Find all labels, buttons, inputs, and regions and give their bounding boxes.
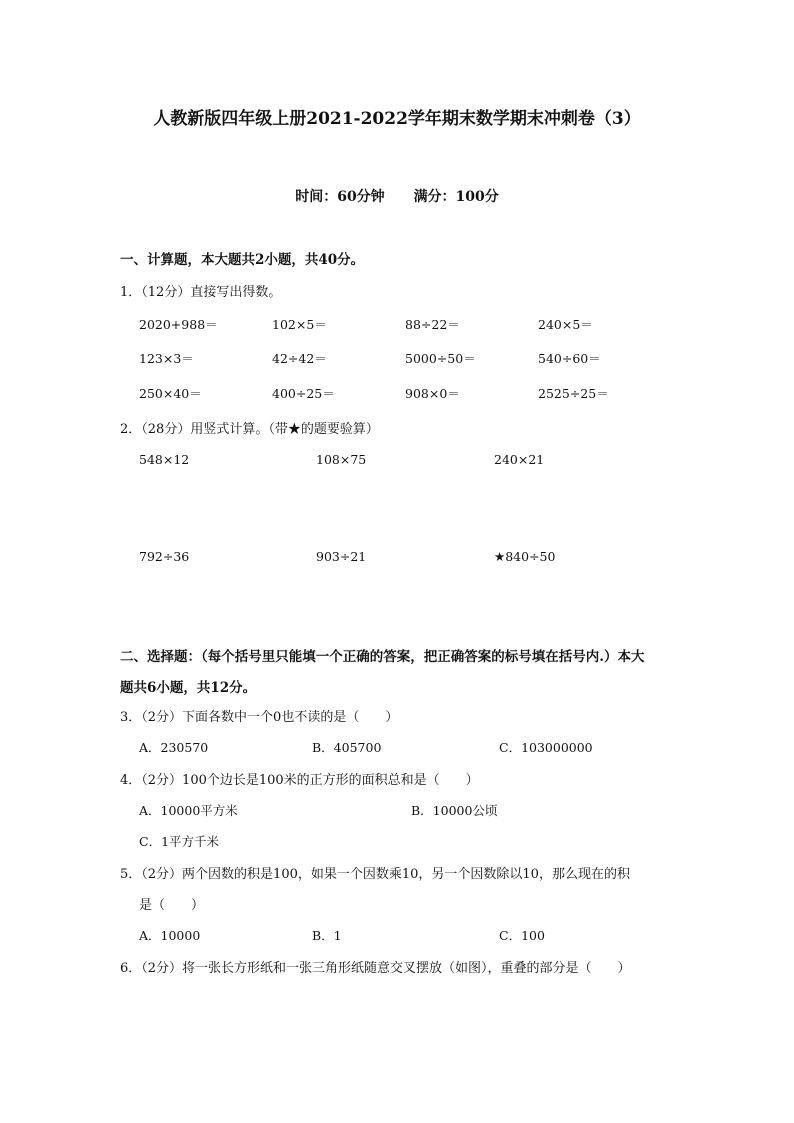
page-title: 人教新版四年级上册2021-2022学年期末数学期末冲刺卷（3） <box>153 109 641 129</box>
option-a: A．10000平方米 <box>139 803 238 818</box>
question-3-stem: 3．（2分）下面各数中一个0也不读的是（ ） <box>120 710 399 725</box>
calc-cell: 123×3＝ <box>139 351 194 366</box>
calc-cell: 540÷60＝ <box>538 351 601 366</box>
calc-cell: 2020+988＝ <box>139 317 218 332</box>
calc-cell: 2525÷25＝ <box>538 386 609 401</box>
section-1-heading: 一、计算题，本大题共2小题，共40分。 <box>120 252 365 268</box>
vertical-calc-item: 792÷36 <box>139 549 190 564</box>
option-b: B．1 <box>312 928 342 943</box>
calc-cell: 88÷22＝ <box>405 317 460 332</box>
option-b: B．10000公顷 <box>411 803 498 818</box>
calc-cell: 42÷42＝ <box>272 351 327 366</box>
question-4-stem: 4．（2分）100个边长是100米的正方形的面积总和是（ ） <box>120 773 479 788</box>
exam-meta <box>0 186 794 206</box>
vertical-calc-item: 548×12 <box>139 452 190 467</box>
section-2-heading-line2: 题共6小题，共12分。 <box>120 680 257 696</box>
calc-cell: 908×0＝ <box>405 386 460 401</box>
calc-cell: 102×5＝ <box>272 317 327 332</box>
question-1-stem: 1．（12分）直接写出得数。 <box>120 285 282 300</box>
exam-time: 时间：60分钟 <box>295 189 385 205</box>
exam-full-score: 满分：100分 <box>413 189 499 205</box>
vertical-calc-item: 240×21 <box>494 452 545 467</box>
vertical-calc-item: 108×75 <box>316 452 367 467</box>
calc-cell: 240×5＝ <box>538 317 593 332</box>
vertical-calc-item: 903÷21 <box>316 549 367 564</box>
vertical-calc-item: ★840÷50 <box>494 549 556 564</box>
calc-cell: 250×40＝ <box>139 386 202 401</box>
option-c: C．100 <box>499 928 545 943</box>
option-a: A．10000 <box>139 928 201 943</box>
option-b: B．405700 <box>312 740 382 755</box>
question-2-stem: 2．（28分）用竖式计算。（带★的题要验算） <box>120 422 379 437</box>
question-5-stem-line2: 是（ ） <box>139 898 205 913</box>
option-a: A．230570 <box>139 740 209 755</box>
question-5-stem-line1: 5．（2分）两个因数的积是100，如果一个因数乘10，另一个因数除以10，那么现在的积 <box>120 867 630 882</box>
calc-cell: 5000÷50＝ <box>405 351 476 366</box>
question-6-stem: 6．（2分）将一张长方形纸和一张三角形纸随意交叉摆放（如图），重叠的部分是（ ） <box>120 961 631 976</box>
calc-cell: 400÷25＝ <box>272 386 335 401</box>
section-2-heading-line1: 二、选择题：（每个括号里只能填一个正确的答案，把正确答案的标号填在括号内.）本大 <box>120 649 645 665</box>
option-c: C．103000000 <box>499 740 593 755</box>
option-c: C．1平方千米 <box>139 834 220 849</box>
